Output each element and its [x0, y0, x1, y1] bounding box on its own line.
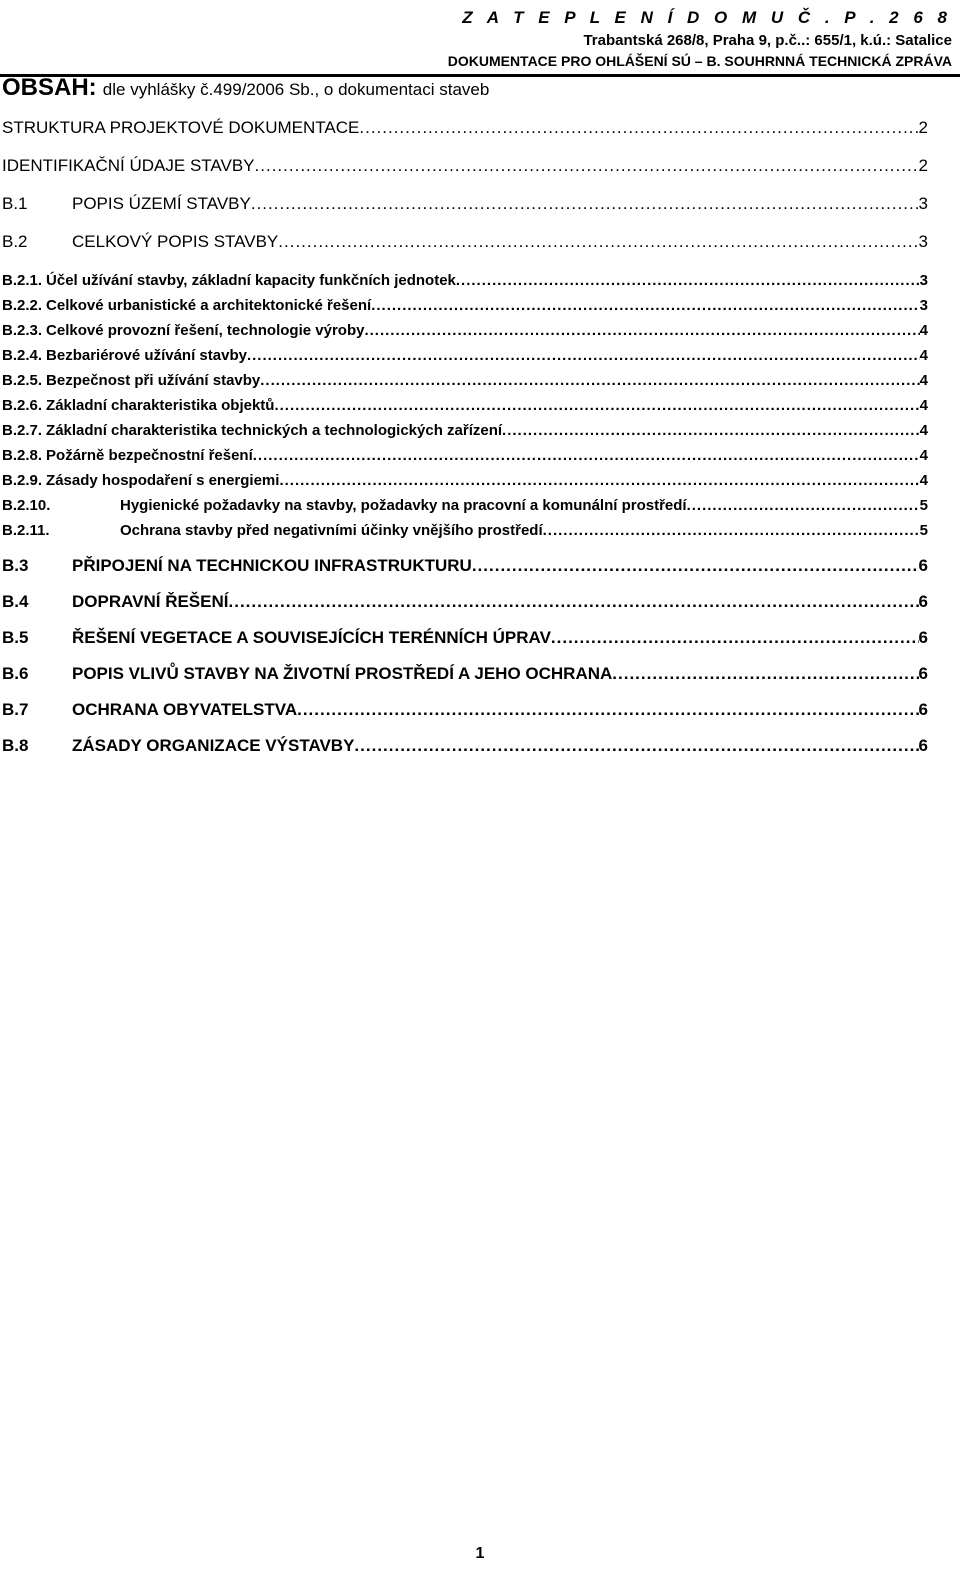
toc-title: PŘIPOJENÍ NA TECHNICKOU INFRASTRUKTURU	[72, 556, 472, 575]
toc-title: DOPRAVNÍ ŘEŠENÍ	[72, 592, 229, 611]
toc-title: STRUKTURA PROJEKTOVÉ DOKUMENTACE	[2, 118, 360, 137]
toc-page: 6	[918, 592, 928, 611]
toc-title: Ochrana stavby před negativními účinky vnějšího prostředí	[120, 522, 543, 539]
toc-title: Celkové provozní řešení, technologie výroby	[46, 322, 365, 339]
toc-entry[interactable]	[2, 272, 928, 289]
toc-number: B.2.11.	[2, 522, 50, 539]
toc-number: B.2.2.	[2, 297, 43, 314]
toc-entry[interactable]	[2, 372, 928, 389]
toc-title: POPIS ÚZEMÍ STAVBY	[72, 194, 251, 213]
page-header	[448, 6, 952, 71]
toc-entry[interactable]	[2, 497, 928, 514]
toc-title: ZÁSADY ORGANIZACE VÝSTAVBY	[72, 736, 355, 755]
toc-number: B.4	[2, 592, 29, 611]
toc-page: 6	[918, 628, 928, 647]
toc-page: 4	[919, 347, 928, 364]
toc-entry[interactable]	[2, 322, 928, 339]
toc-entry[interactable]	[2, 736, 928, 756]
toc-entry[interactable]	[2, 628, 928, 648]
project-title: Z A T E P L E N Í D O M U Č . P . 2 6 8	[462, 8, 952, 27]
page-number: 1	[475, 1545, 485, 1562]
toc-number: B.2.10.	[2, 497, 51, 514]
toc-page: 5	[919, 522, 928, 539]
document-type: DOKUMENTACE PRO OHLÁŠENÍ SÚ – B. SOUHRNNÁ TECHNICKÁ ZPRÁVA	[447, 53, 952, 69]
toc-page: 5	[919, 497, 928, 514]
toc-page: 3	[918, 194, 928, 213]
toc-entry[interactable]	[2, 347, 928, 364]
toc-page: 4	[919, 397, 928, 414]
toc-number: B.2.5.	[2, 372, 43, 389]
toc-entry[interactable]	[2, 522, 928, 539]
toc-page: 6	[918, 700, 928, 719]
toc-page: 3	[918, 232, 928, 251]
toc-number: B.6	[2, 664, 29, 683]
toc-page: 2	[918, 156, 928, 175]
toc-title: Základní charakteristika technických a technologických zařízení	[46, 422, 503, 439]
contents-heading	[2, 73, 489, 105]
toc-page: 4	[919, 372, 928, 389]
toc-entry[interactable]	[2, 592, 928, 612]
toc-page: 4	[919, 322, 928, 339]
toc-number: B.2.1.	[2, 272, 43, 289]
toc-entry[interactable]	[2, 194, 928, 214]
toc-title: Bezpečnost při užívání stavby	[46, 372, 261, 389]
toc-title: OCHRANA OBYVATELSTVA	[72, 700, 298, 719]
toc-number: B.2.3.	[2, 322, 43, 339]
toc-title: Hygienické požadavky na stavby, požadavky na pracovní a komunální prostředí	[120, 497, 687, 514]
toc-entry[interactable]	[2, 664, 928, 684]
toc-title: IDENTIFIKAČNÍ ÚDAJE STAVBY	[2, 156, 255, 175]
toc-number: B.3	[2, 556, 29, 575]
toc-page: 3	[919, 297, 928, 314]
project-address: Trabantská 268/8, Praha 9, p.č..: 655/1, k.ú.: Satalice	[583, 32, 952, 49]
contents-reference: dle vyhlášky č.499/2006 Sb., o dokumentaci staveb	[102, 80, 490, 99]
toc-entry[interactable]	[2, 447, 928, 464]
toc-entry[interactable]	[2, 556, 928, 576]
toc-number: B.2.7.	[2, 422, 43, 439]
toc-entry[interactable]	[2, 232, 928, 252]
toc-title: ŘEŠENÍ VEGETACE A SOUVISEJÍCÍCH TERÉNNÍCH ÚPRAV	[72, 628, 551, 647]
toc-entry[interactable]	[2, 397, 928, 414]
toc-entry[interactable]	[2, 297, 928, 314]
toc-page: 6	[918, 556, 928, 575]
toc-number: B.2.4.	[2, 347, 43, 364]
toc-page: 3	[919, 272, 928, 289]
toc-title: Bezbariérové užívání stavby	[46, 347, 247, 364]
toc-entry[interactable]	[2, 422, 928, 439]
toc-title: Základní charakteristika objektů	[46, 397, 275, 414]
toc-number: B.7	[2, 700, 29, 719]
toc-page: 2	[918, 118, 928, 137]
toc-title: Celkové urbanistické a architektonické řešení	[46, 297, 372, 314]
toc-entry[interactable]	[2, 156, 928, 176]
toc-page: 4	[919, 472, 928, 489]
toc-number: B.8	[2, 736, 29, 755]
toc-entry[interactable]	[2, 700, 928, 720]
toc-entry[interactable]	[2, 472, 928, 489]
toc-title: Požárně bezpečnostní řešení	[46, 447, 253, 464]
toc-title: Zásady hospodaření s energiemi	[46, 472, 280, 489]
toc-number: B.1	[2, 194, 28, 213]
toc-page: 6	[918, 736, 928, 755]
toc-number: B.2.6.	[2, 397, 43, 414]
toc-page: 4	[919, 422, 928, 439]
toc-entry[interactable]	[2, 118, 928, 138]
contents-keyword: OBSAH:	[2, 74, 97, 101]
toc-page: 4	[919, 447, 928, 464]
toc-title: Účel užívání stavby, základní kapacity funkčních jednotek	[46, 272, 456, 289]
toc-title: POPIS VLIVŮ STAVBY NA ŽIVOTNÍ PROSTŘEDÍ A JEHO OCHRANA	[72, 664, 613, 683]
toc-number: B.2.8.	[2, 447, 43, 464]
toc-number: B.5	[2, 628, 29, 647]
toc-number: B.2.9.	[2, 472, 43, 489]
toc-number: B.2	[2, 232, 28, 251]
toc-page: 6	[918, 664, 928, 683]
toc-title: CELKOVÝ POPIS STAVBY	[72, 232, 279, 251]
